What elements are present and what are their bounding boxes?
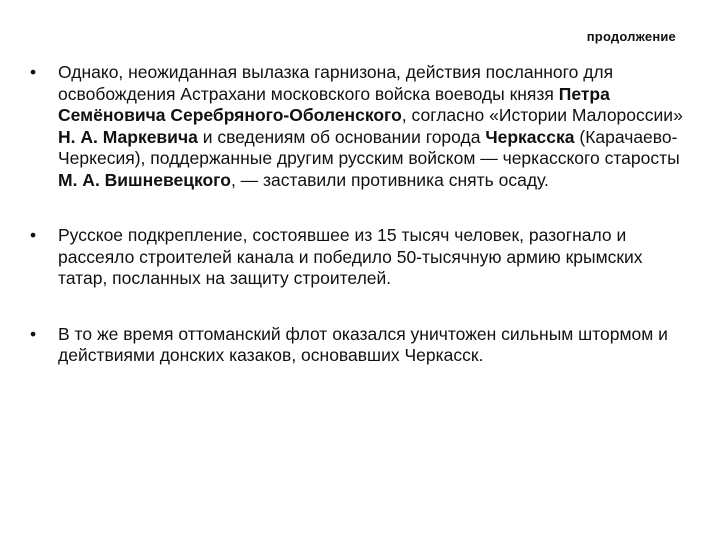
person-name: Петра Семёновича Серебряного-Оболенского <box>58 83 610 125</box>
text-segment: , согласно «Истории Малороссии» <box>401 105 683 125</box>
continuation-label: продолжение <box>586 29 676 44</box>
bullet-list <box>30 62 690 401</box>
bullet-text: Русское подкрепление, состоявшее из 15 тысяч человек, разогнало и рассеяло строителей канала и победило 50-тысячную армию крымских татар, посланных на защиту строителей. <box>58 225 643 288</box>
bullet-icon: • <box>30 225 37 245</box>
person-name: М. А. Вишневецкого <box>58 169 231 190</box>
bullet-icon: • <box>30 62 37 82</box>
bullet-item-2 <box>30 225 690 290</box>
text-segment: Однако, неожиданная вылазка гарнизона, действия посланного для освобождения Астрахани московского войска воеводы князя <box>58 62 614 104</box>
place-name: Черкасска <box>485 126 575 147</box>
text-segment: , — заставили противника снять осаду. <box>230 169 549 190</box>
bullet-text <box>58 62 683 190</box>
bullet-text: В то же время оттоманский флот оказался уничтожен сильным штормом и действиями донских казаков, основавших Черкасск. <box>58 323 668 365</box>
person-name: Н. А. Маркевича <box>58 126 198 147</box>
bullet-item-3 <box>30 324 690 367</box>
text-segment: и сведениям об основании города <box>197 126 486 147</box>
text-segment: (Карачаево-Черкесия), поддержанные другим русским войском — черкасского старосты <box>58 126 680 168</box>
bullet-item-1 <box>30 62 690 191</box>
bullet-icon: • <box>30 323 37 344</box>
